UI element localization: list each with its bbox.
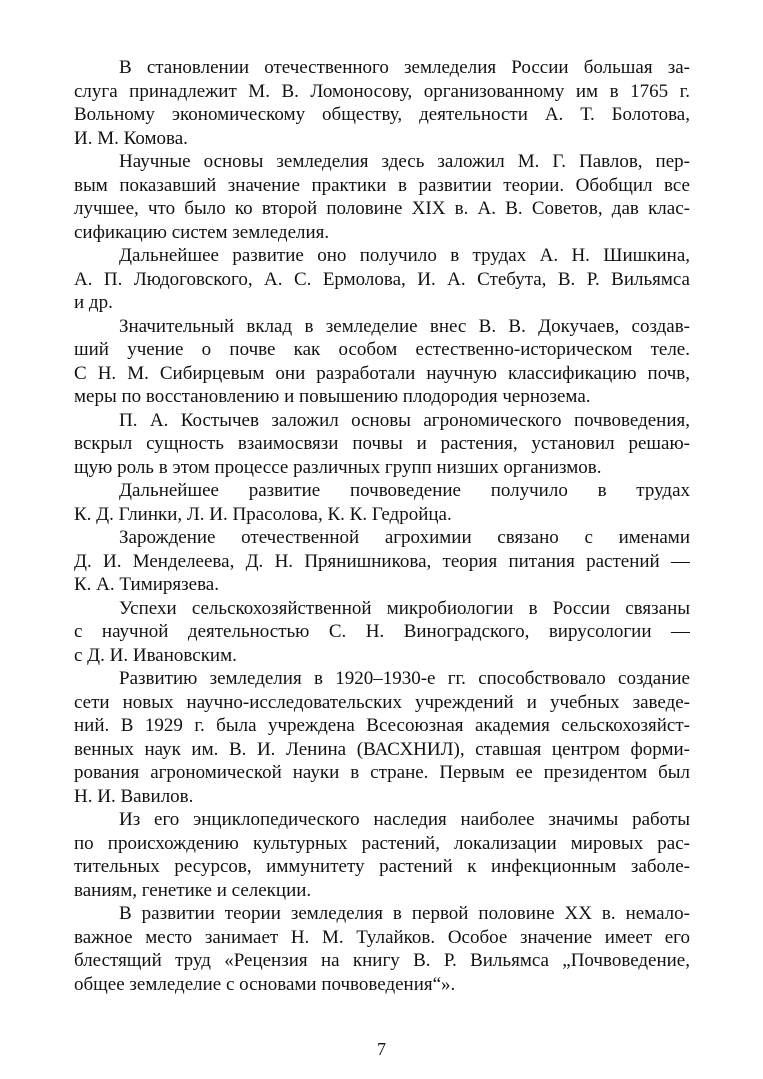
paragraph xyxy=(74,667,690,808)
text-line: Дальнейшее развитие оно получило в трудах А. Н. Шишкина, xyxy=(119,245,690,266)
text-line: слуга принадлежит М. В. Ломоносову, организованному им в 1765 г. xyxy=(74,80,690,102)
paragraph xyxy=(74,150,690,244)
text-line: К. Д. Глинки, Л. И. Прасолова, К. К. Гедройца. xyxy=(74,503,452,525)
paragraph xyxy=(74,56,690,150)
text-line: Д. И. Менделеева, Д. Н. Прянишникова, теория питания растений — xyxy=(74,550,690,572)
paragraph xyxy=(74,526,690,597)
text-line: с научной деятельностью С. Н. Виноградского, вирусологии — xyxy=(74,621,690,642)
text-line: лучшее, что было ко второй половине XIX в. А. В. Советов, дав клас- xyxy=(74,198,690,219)
text-line: ваниям, генетике и селекции. xyxy=(74,879,312,901)
text-line: важное место занимает Н. М. Тулайков. Особое значение имеет его xyxy=(74,926,690,948)
text-line: А. П. Людоговского, А. С. Ермолова, И. А. Стебута, В. Р. Вильямса xyxy=(74,268,690,290)
text-line: Н. И. Вавилов. xyxy=(74,785,194,807)
text-line: Вольному экономическому обществу, деятельности А. Т. Болотова, xyxy=(74,104,690,125)
paragraph xyxy=(74,902,690,996)
text-line: К. А. Тимирязева. xyxy=(74,574,219,595)
paragraph xyxy=(74,597,690,668)
text-line: Значительный вклад в земледелие внес В. В. Докучаев, создав- xyxy=(119,315,690,337)
paragraph xyxy=(74,808,690,902)
text-line: П. А. Костычев заложил основы агрономического почвоведения, xyxy=(119,409,690,431)
text-line: вым показавший значение практики в развитии теории. Обобщил все xyxy=(74,174,690,196)
paragraph xyxy=(74,244,690,315)
page-body xyxy=(74,56,690,996)
text-line: ший учение о почве как особом естественно-историческом теле. xyxy=(74,339,690,360)
text-line: и др. xyxy=(74,292,113,313)
text-line: по происхождению культурных растений, локализации мировых рас- xyxy=(74,832,690,854)
text-line: Научные основы земледелия здесь заложил М. Г. Павлов, пер- xyxy=(119,151,690,172)
text-line: С Н. М. Сибирцевым они разработали научную классификацию почв, xyxy=(74,362,690,384)
text-line: Зарождение отечественной агрохимии связано с именами xyxy=(119,527,690,548)
text-line: общее земледелие с основами почвоведения“». xyxy=(74,973,456,995)
text-line: И. М. Комова. xyxy=(74,127,188,149)
text-line: с Д. И. Ивановским. xyxy=(74,644,237,666)
text-line: Из его энциклопедического наследия наиболее значимы работы xyxy=(119,809,690,830)
text-line: венных наук им. В. И. Ленина (ВАСХНИЛ), ставшая центром форми- xyxy=(74,738,690,760)
text-line: Развитию земледелия в 1920–1930-е гг. способствовало создание xyxy=(119,668,690,689)
text-line: Дальнейшее развитие почвоведение получило в трудах xyxy=(119,480,690,501)
text-line: щую роль в этом процессе различных групп низших организмов. xyxy=(74,456,602,478)
text-line: меры по восстановлению и повышению плодородия чернозема. xyxy=(74,386,591,407)
text-line: рования агрономической науки в стране. Первым ее президентом был xyxy=(74,762,690,783)
text-line: сети новых научно-исследовательских учреждений и учебных заведе- xyxy=(74,691,690,713)
text-line: вскрыл сущность взаимосвязи почвы и растения, установил решаю- xyxy=(74,433,690,454)
text-line: тительных ресурсов, иммунитету растений к инфекционным заболе- xyxy=(74,856,690,877)
text-line: сификацию систем земледелия. xyxy=(74,221,330,243)
text-line: В развитии теории земледелия в первой половине XX в. немало- xyxy=(119,903,690,924)
paragraph xyxy=(74,479,690,526)
page-number: 7 xyxy=(377,1039,386,1059)
paragraph xyxy=(74,315,690,409)
text-line: Успехи сельскохозяйственной микробиологии в России связаны xyxy=(119,597,690,619)
paragraph xyxy=(74,409,690,480)
text-line: В становлении отечественного земледелия России большая за- xyxy=(119,57,690,78)
text-line: ний. В 1929 г. была учреждена Всесоюзная академия сельскохозяйст- xyxy=(74,715,690,736)
text-line: блестящий труд «Рецензия на книгу В. Р. Вильямса „Почвоведение, xyxy=(74,950,690,971)
